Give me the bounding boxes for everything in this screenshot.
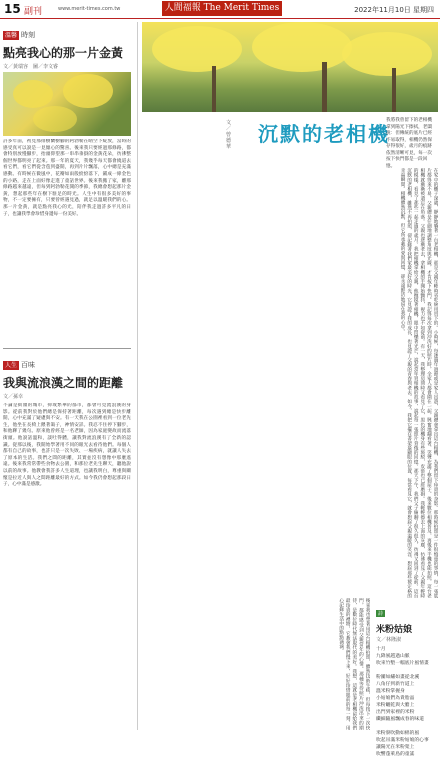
feature-body: 在家中的櫃子深處，靜靜地躺著一台老相機，那是父親年輕時省吃儉用買下的。小時候，每逢過年過節或是家人出遊，父親總會拿出這台相機，為我們留下珍貴的身影。那時候拍照是一件很慎重的事情，每一張底片都得來不易，父親總是仔細地調整角度與光線，才肯按下快門。我記得每次拿到沖洗好的照片時，全家人都會圍在一起，興奮地翻看著，笑聲充滿了整個屋子。後來數位相機普及，再後來手機也能拍照，這台老相機就漸漸被遺忘在角落。父親也逐漸老去，拿相機的手開始顫抖，視力也不如從前。有一天，我整理房間時又看見了它，黑色的機身有些斑駁，皮套也已經磨損。我輕輕擦去上面的灰塵，彷彿看見了父親年輕時的模樣，看見了那些一起走過的歲月。我把相機拿給父親，他撫摸著相機，眼中閃爍著光芒，說起當年買相機的故事，說起每一張照片背後的回憶。那天下午，我們父子倆聊了很久很久，彷彿又回到了從前。這台沉默的老相機，雖然不再拍照，卻記錄著我們家最美好的時光，它見證了我的成長，也見證了父親的青春與老去。如今，我把它擺在書架最顯眼的位置，每當看見它，就會想起父親溫暖的笑容，想起那些被定格的幸福瞬間。相機雖然沉默，但它所承載的愛與回憶，卻永遠鮮活地留在我的心中。 xyxy=(400,168,438,598)
newspaper-logo: 人間福報 The Merit Times xyxy=(162,1,282,16)
poem-line: 吹響蓬萊島的童謠 xyxy=(376,752,415,757)
poem-line: 吹來竹塹一幅底片風情畫 xyxy=(376,661,429,666)
article1-body: 許多年前，初見那排樹蘭樹腳的阿勃勒在晴空下綻放，當時的感受真可以說是一見傾心的驚喜。後來我只要經過那條路，都會特別放慢腳步，抬頭仰望那一串串垂掛的金黃花朵，彷彿整個世界都明亮了起來。那一年的夏天，我幾乎每天都會繞道去看它們，看它們從含苞到盛開，再到片片飄落，心中總是充滿感動。有時候在微風中，花瓣如雨般紛紛落下，鋪成一條金色的小路，走在上面好像走進了童話世界。後來我搬了家，離那條路越來越遠，但每到阿勃勒花開的季節，我總會想起那片金黃，想起那些年在樹下駐足的時光。人生中有很多美好的事物，不一定要擁有，只要曾經遇見過，就足以溫暖我們的心。那一片金黃，就是點亮我心的光，陪伴我走過許多平凡的日子，也讓我學會珍惜身邊每一份美好。 xyxy=(3,139,131,217)
feature-photo xyxy=(142,22,438,112)
section-name: 副刊 xyxy=(24,7,43,17)
poem-line: 小姑娘們為貴胎晶 xyxy=(376,696,415,701)
article2-body: 不論是街頭的城市，抑或繁華的都市，都會可見流浪漢的身影。從前我對於他們總是保持著距離，每次遇到總是快步離開，心中充滿了疑慮與不安。有一天我在公園裡看到一位老先生，他坐在長椅上餵著鴿子，神情安詳。我忍不住停下腳步，和他聊了幾句。原來他曾經是一名老師，因為家庭變故而流落街頭。他說話溫和，談吐得體，讓我對流浪漢有了全新的認識。從那以後，我開始學著用不同的眼光去看待他們。每個人都有自己的故事，也許只是一次失敗、一場疾病，就讓人失去了原本的生活。我們之間的距離，其實並沒有想像中那麼遙遠。後來我常常帶些食物去公園，和那位老先生聊天，聽他說以前的故事。他教會我許多人生道理，也讓我明白，尊重與關懷是拉近人與人之間距離最好的方式。如今我仍會想起那段日子，心中滿是感激。 xyxy=(3,403,131,488)
divider xyxy=(3,348,131,349)
article1-column: 時刻 xyxy=(21,31,36,39)
website-url[interactable]: www.merit-times.com.tw xyxy=(58,6,121,12)
feature-lead: 我將我曾留下的老相機拿到陽光下擦拭，老闆說：但傳統的底片已經不易取得，相機仍然保存得很好，歲月的痕跡依然清晰可見，每一次按下快門都是一段回憶。 xyxy=(386,118,432,169)
article2-author: 文／孫幸 xyxy=(3,394,24,400)
poem-line: 十月 xyxy=(376,647,386,652)
article1-author: 文／黃瑞容 圖／李文睿 xyxy=(3,64,59,70)
poem-line: 粉團如繡如畫從北溪 xyxy=(376,675,420,680)
poem-line xyxy=(376,723,438,730)
poem-line: 米粉寮吹動如棉的風 xyxy=(376,731,420,736)
poem-line: 溫米粉掌握身 xyxy=(376,689,405,694)
article2-tag: 人生 xyxy=(5,362,18,369)
article1-photo xyxy=(3,72,131,136)
article1-header xyxy=(3,22,131,41)
poem-line: 纖細隨風飄成春的味道 xyxy=(376,717,424,722)
left-column xyxy=(3,22,131,730)
article2-column: 百味 xyxy=(21,361,36,369)
poem-line: 吹起吊滿米粉姑娘的心事 xyxy=(376,738,429,743)
poem-line: 九降風越過山脈 xyxy=(376,654,410,659)
article1-tag: 溫馨 xyxy=(5,32,18,39)
page-number: 15 xyxy=(4,2,21,16)
poem-box xyxy=(376,600,438,757)
feature-body-continued: 後來我也學著用這台相機拍照，雖然技術生疏，但每按下一次快門，都能感受到父親當年的心情。那種等待照片沖洗出來的期待，是數位時代無法取代的美好。我想，這就是老相機留給我們最珍貴的禮物，它教會我們慢下來，好好珍惜眼前的每一刻，用心記錄生活中的點點滴滴。 xyxy=(338,598,370,730)
feature-author: 文／曾德華 xyxy=(226,120,232,150)
poem-title: 米粉姑娘 xyxy=(376,625,413,635)
poem-line xyxy=(376,667,438,674)
issue-date: 2022年11月10日 星期四 xyxy=(354,6,434,14)
poem-lines xyxy=(376,646,438,758)
article2-header xyxy=(3,352,131,371)
article1-title: 點亮我心的那一片金黃 xyxy=(3,46,124,60)
article2-title: 我與流浪漢之間的距離 xyxy=(3,376,124,390)
poem-author: 文／林隆淑 xyxy=(376,637,402,643)
page-header xyxy=(0,0,440,19)
poem-line: 讓陽光在米粉架上 xyxy=(376,745,415,750)
feature-title: 沉默的老相機 xyxy=(258,122,390,146)
right-column xyxy=(137,22,438,757)
poem-line: 米粉曬乾與大膽上 xyxy=(376,703,415,708)
poem-tag: 詩 xyxy=(378,611,384,617)
poem-line: 出門到家裡的米粉 xyxy=(376,710,415,715)
poem-line: 八角仔到新竹道上 xyxy=(376,682,415,687)
